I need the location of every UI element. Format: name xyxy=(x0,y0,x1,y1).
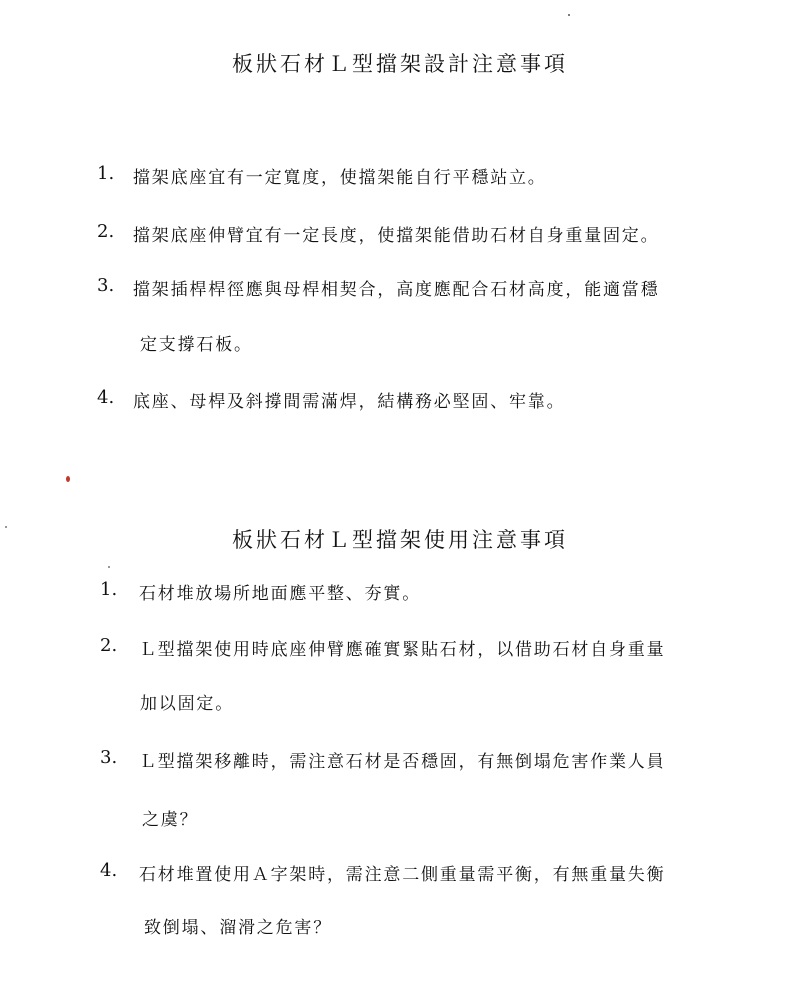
usage-notes-title: 板狀石材Ｌ型擋架使用注意事項 xyxy=(232,528,568,552)
item-text-continued: 定支撐石板。 xyxy=(140,335,253,355)
item-text-continued: 之虞？ xyxy=(142,810,199,830)
item-number: 4. xyxy=(97,387,115,408)
item-text: Ｌ型擋架使用時底座伸臂應確實緊貼石材，以借助石材自身重量 xyxy=(139,640,666,660)
item-text: 擋架底座宜有一定寬度，使擋架能自行平穩站立。 xyxy=(133,168,547,188)
item-number: 2. xyxy=(97,221,115,242)
item-number: 3. xyxy=(97,275,115,296)
item-text: 底座、母桿及斜撐間需滿焊，結構務必堅固、牢靠。 xyxy=(133,392,566,412)
item-text: 擋架底座伸臂宜有一定長度，使擋架能借助石材自身重量固定。 xyxy=(133,226,660,246)
item-number: 4. xyxy=(100,860,118,881)
item-text: 石材堆置使用Ａ字架時，需注意二側重量需平衡，有無重量失衡 xyxy=(139,865,666,885)
item-text: Ｌ型擋架移離時，需注意石材是否穩固，有無倒塌危害作業人員 xyxy=(139,752,666,772)
item-text-continued: 致倒塌、溜滑之危害？ xyxy=(144,918,332,938)
item-text-continued: 加以固定。 xyxy=(140,694,234,714)
item-text: 石材堆放場所地面應平整、夯實。 xyxy=(139,584,421,604)
scan-speck xyxy=(108,566,110,568)
item-number: 2. xyxy=(100,635,118,656)
red-ink-speck xyxy=(66,476,70,482)
item-number: 3. xyxy=(100,747,118,768)
scan-speck xyxy=(568,14,570,16)
item-text: 擋架插桿桿徑應與母桿相契合，高度應配合石材高度，能適當穩 xyxy=(133,280,660,300)
item-number: 1. xyxy=(97,163,115,184)
item-number: 1. xyxy=(100,579,118,600)
design-notes-title: 板狀石材Ｌ型擋架設計注意事項 xyxy=(232,52,568,76)
